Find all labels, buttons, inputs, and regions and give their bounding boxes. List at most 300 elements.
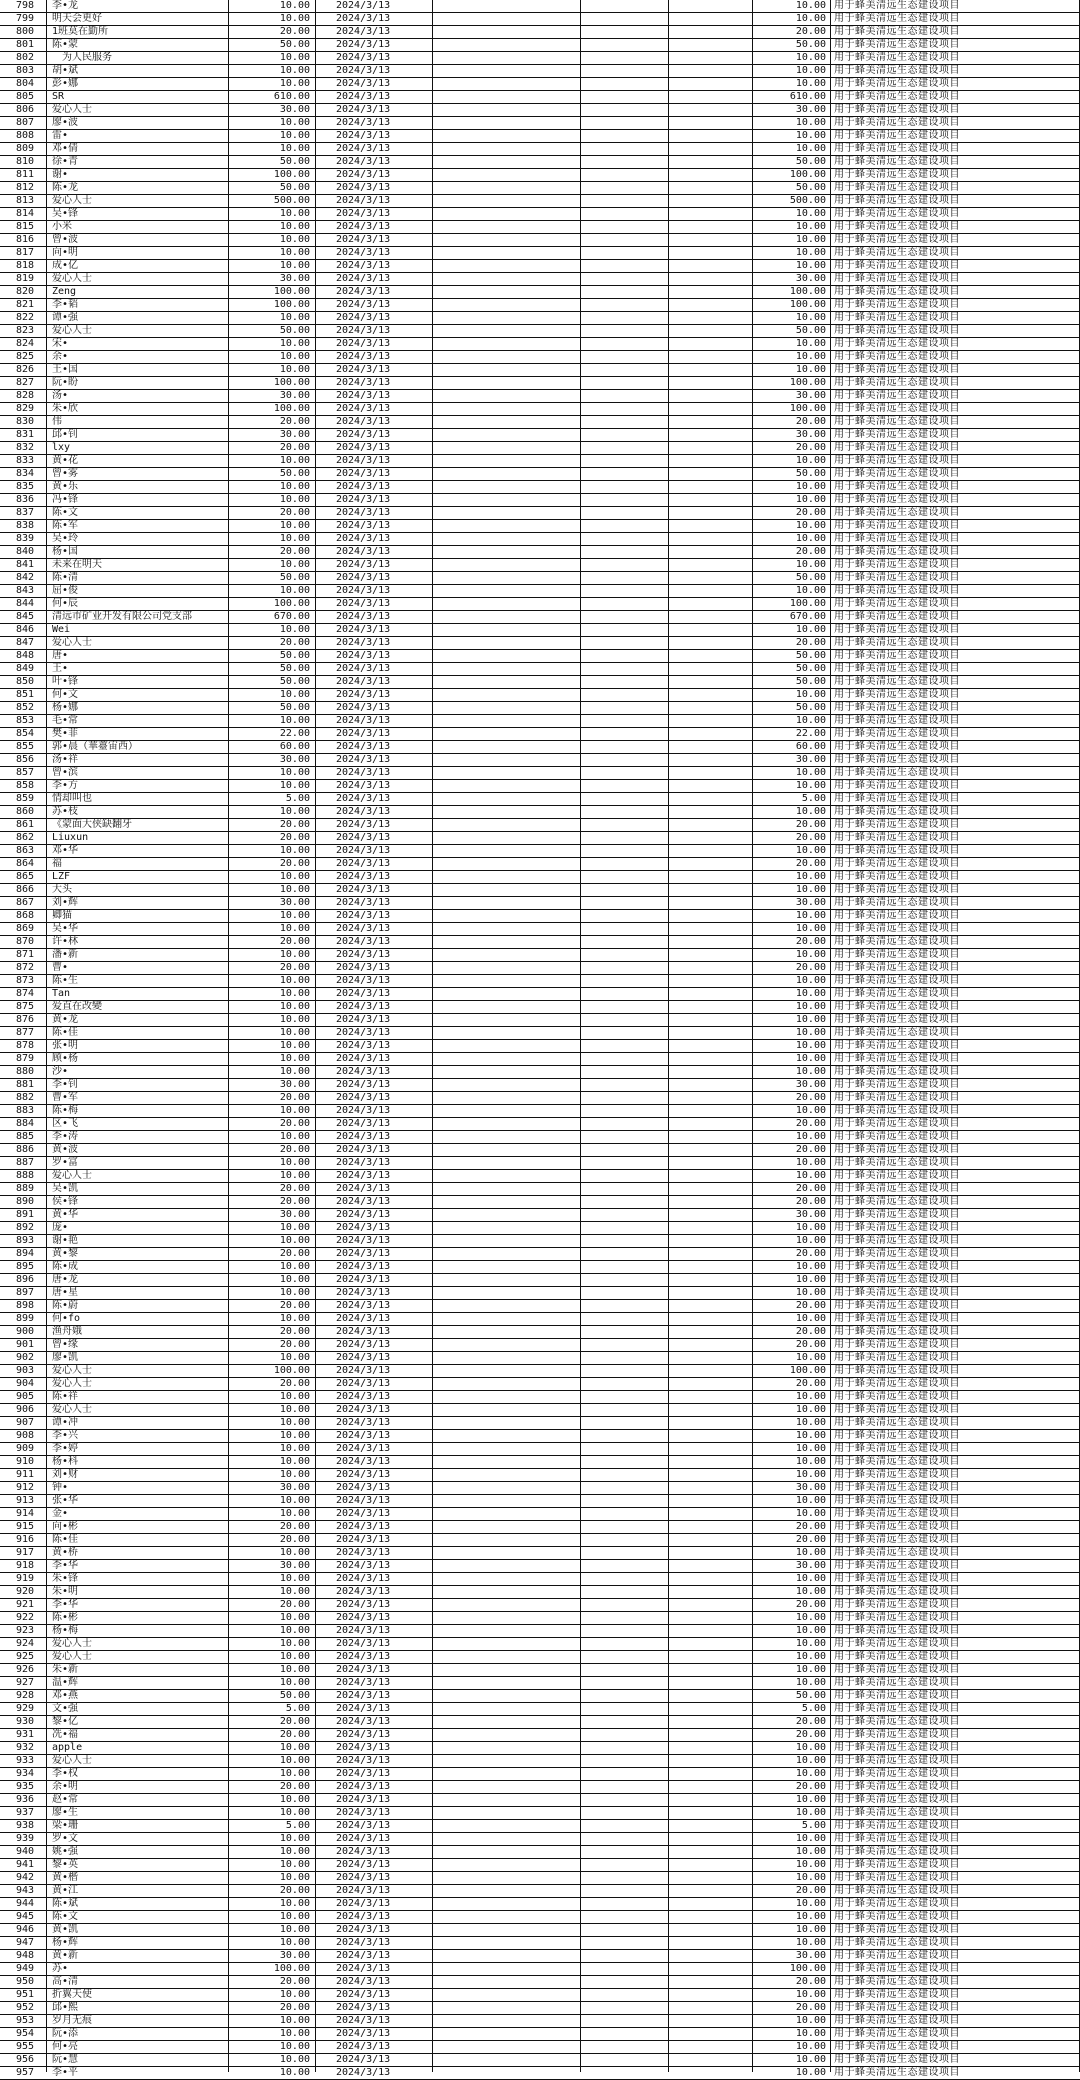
row-number: 805 xyxy=(16,91,35,102)
allocated-amount: 10.00 xyxy=(795,1235,826,1246)
donor-name: 邱•熙 xyxy=(52,2002,79,2013)
project-purpose: 用于蜂美清远生态建设项目 xyxy=(834,1352,960,1363)
project-purpose: 用于蜂美清远生态建设项目 xyxy=(834,1027,960,1038)
allocated-amount: 10.00 xyxy=(795,585,826,596)
allocated-amount: 10.00 xyxy=(795,1131,826,1142)
row-number: 942 xyxy=(16,1872,35,1883)
row-number: 882 xyxy=(16,1092,35,1103)
row-number: 817 xyxy=(16,247,35,258)
allocated-amount: 10.00 xyxy=(795,1417,826,1428)
row-number: 895 xyxy=(16,1261,35,1272)
donation-amount: 20.00 xyxy=(279,962,310,973)
donor-name: LZF xyxy=(52,871,71,882)
table-row xyxy=(0,2041,1080,2054)
project-purpose: 用于蜂美清远生态建设项目 xyxy=(834,1001,960,1012)
table-row xyxy=(0,1703,1080,1716)
project-purpose: 用于蜂美清远生态建设项目 xyxy=(834,1209,960,1220)
allocated-amount: 10.00 xyxy=(795,715,826,726)
table-row xyxy=(0,234,1080,247)
row-number: 888 xyxy=(16,1170,35,1181)
donation-amount: 10.00 xyxy=(279,1430,310,1441)
donation-date: 2024/3/13 xyxy=(336,1365,391,1376)
donation-date: 2024/3/13 xyxy=(336,2002,391,2013)
project-purpose: 用于蜂美清远生态建设项目 xyxy=(834,403,960,414)
row-number: 840 xyxy=(16,546,35,557)
donor-name: 岁月无痕 xyxy=(52,2015,92,2026)
table-row xyxy=(0,26,1080,39)
donor-name: 苏•枝 xyxy=(52,806,79,817)
donation-amount: 10.00 xyxy=(279,871,310,882)
project-purpose: 用于蜂美清远生态建设项目 xyxy=(834,338,960,349)
table-row xyxy=(0,1573,1080,1586)
donation-date: 2024/3/13 xyxy=(336,1196,391,1207)
donation-amount: 10.00 xyxy=(279,2054,310,2065)
project-purpose: 用于蜂美清远生态建设项目 xyxy=(834,806,960,817)
project-purpose: 用于蜂美清远生态建设项目 xyxy=(834,1833,960,1844)
allocated-amount: 20.00 xyxy=(795,26,826,37)
table-row xyxy=(0,1066,1080,1079)
donation-amount: 20.00 xyxy=(279,1339,310,1350)
donation-date: 2024/3/13 xyxy=(336,910,391,921)
donation-amount: 10.00 xyxy=(279,1157,310,1168)
donation-amount: 10.00 xyxy=(279,1833,310,1844)
allocated-amount: 10.00 xyxy=(795,2054,826,2065)
donation-date: 2024/3/13 xyxy=(336,1625,391,1636)
donor-name: 黎•亿 xyxy=(52,1716,79,1727)
donor-name: 曾•雾 xyxy=(52,468,79,479)
allocated-amount: 20.00 xyxy=(795,1534,826,1545)
donation-amount: 10.00 xyxy=(279,559,310,570)
donor-name: 罗•富 xyxy=(52,1157,79,1168)
donor-name: 何•辰 xyxy=(52,598,79,609)
donor-name: 爱心人士 xyxy=(52,1404,92,1415)
project-purpose: 用于蜂美清远生态建设项目 xyxy=(834,780,960,791)
donor-name: 樊•菲 xyxy=(52,728,79,739)
donation-date: 2024/3/13 xyxy=(336,741,391,752)
row-number: 911 xyxy=(16,1469,35,1480)
row-number: 913 xyxy=(16,1495,35,1506)
project-purpose: 用于蜂美清远生态建设项目 xyxy=(834,1703,960,1714)
allocated-amount: 30.00 xyxy=(795,1560,826,1571)
donation-date: 2024/3/13 xyxy=(336,416,391,427)
table-row xyxy=(0,728,1080,741)
table-row xyxy=(0,208,1080,221)
project-purpose: 用于蜂美清远生态建设项目 xyxy=(834,455,960,466)
donation-date: 2024/3/13 xyxy=(336,1859,391,1870)
donation-date: 2024/3/13 xyxy=(336,1950,391,1961)
donation-date: 2024/3/13 xyxy=(336,1066,391,1077)
row-number: 861 xyxy=(16,819,35,830)
donor-name: 顾•杨 xyxy=(52,1053,79,1064)
table-row xyxy=(0,910,1080,923)
donor-name: 成•亿 xyxy=(52,260,79,271)
table-row xyxy=(0,1716,1080,1729)
donation-amount: 100.00 xyxy=(273,286,310,297)
project-purpose: 用于蜂美清远生态建设项目 xyxy=(834,442,960,453)
donor-name: 阮•添 xyxy=(52,2028,79,2039)
donation-amount: 10.00 xyxy=(279,1937,310,1948)
project-purpose: 用于蜂美清远生态建设项目 xyxy=(834,598,960,609)
donor-name: 陈•军 xyxy=(52,520,79,531)
table-row xyxy=(0,1131,1080,1144)
donor-name: 陈•佳 xyxy=(52,1534,79,1545)
donation-date: 2024/3/13 xyxy=(336,676,391,687)
table-row xyxy=(0,871,1080,884)
row-number: 939 xyxy=(16,1833,35,1844)
project-purpose: 用于蜂美清远生态建设项目 xyxy=(834,1664,960,1675)
table-row xyxy=(0,260,1080,273)
allocated-amount: 10.00 xyxy=(795,117,826,128)
donation-amount: 10.00 xyxy=(279,1612,310,1623)
donation-amount: 10.00 xyxy=(279,923,310,934)
donation-amount: 20.00 xyxy=(279,416,310,427)
project-purpose: 用于蜂美清远生态建设项目 xyxy=(834,273,960,284)
donor-name: 陈•文 xyxy=(52,1911,79,1922)
row-number: 843 xyxy=(16,585,35,596)
donor-name: 李•兴 xyxy=(52,1430,79,1441)
donation-date: 2024/3/13 xyxy=(336,650,391,661)
row-number: 818 xyxy=(16,260,35,271)
donation-date: 2024/3/13 xyxy=(336,351,391,362)
row-number: 916 xyxy=(16,1534,35,1545)
row-number: 825 xyxy=(16,351,35,362)
donation-date: 2024/3/13 xyxy=(336,1443,391,1454)
donation-amount: 10.00 xyxy=(279,247,310,258)
donor-name: 吴•玲 xyxy=(52,533,79,544)
donation-date: 2024/3/13 xyxy=(336,663,391,674)
allocated-amount: 10.00 xyxy=(795,247,826,258)
row-number: 906 xyxy=(16,1404,35,1415)
donation-date: 2024/3/13 xyxy=(336,611,391,622)
allocated-amount: 10.00 xyxy=(795,1833,826,1844)
allocated-amount: 10.00 xyxy=(795,1612,826,1623)
donor-name: 曾•滨 xyxy=(52,767,79,778)
project-purpose: 用于蜂美清远生态建设项目 xyxy=(834,962,960,973)
row-number: 833 xyxy=(16,455,35,466)
row-number: 806 xyxy=(16,104,35,115)
donation-date: 2024/3/13 xyxy=(336,728,391,739)
donation-date: 2024/3/13 xyxy=(336,962,391,973)
donor-name: 梁•珊 xyxy=(52,1820,79,1831)
allocated-amount: 10.00 xyxy=(795,1066,826,1077)
allocated-amount: 10.00 xyxy=(795,78,826,89)
table-row xyxy=(0,377,1080,390)
donation-date: 2024/3/13 xyxy=(336,1638,391,1649)
row-number: 915 xyxy=(16,1521,35,1532)
table-row xyxy=(0,1898,1080,1911)
table-row xyxy=(0,1833,1080,1846)
table-row xyxy=(0,468,1080,481)
table-row xyxy=(0,1950,1080,1963)
row-number: 953 xyxy=(16,2015,35,2026)
donor-name: 杨•娜 xyxy=(52,702,79,713)
table-row xyxy=(0,1144,1080,1157)
row-number: 863 xyxy=(16,845,35,856)
donor-name: 潘•新 xyxy=(52,949,79,960)
donation-amount: 670.00 xyxy=(273,611,310,622)
donation-amount: 10.00 xyxy=(279,65,310,76)
donation-amount: 10.00 xyxy=(279,1859,310,1870)
table-row xyxy=(0,1170,1080,1183)
allocated-amount: 10.00 xyxy=(795,1547,826,1558)
donation-date: 2024/3/13 xyxy=(336,1118,391,1129)
donor-name: 吴•华 xyxy=(52,923,79,934)
row-number: 865 xyxy=(16,871,35,882)
allocated-amount: 10.00 xyxy=(795,1027,826,1038)
allocated-amount: 10.00 xyxy=(795,884,826,895)
project-purpose: 用于蜂美清远生态建设项目 xyxy=(834,143,960,154)
donor-name: 爱心人士 xyxy=(52,1170,92,1181)
donation-amount: 10.00 xyxy=(279,1287,310,1298)
donation-date: 2024/3/13 xyxy=(336,195,391,206)
allocated-amount: 10.00 xyxy=(795,0,826,11)
donation-amount: 5.00 xyxy=(285,1820,310,1831)
donation-date: 2024/3/13 xyxy=(336,1781,391,1792)
table-row xyxy=(0,1872,1080,1885)
donor-name: 李•华 xyxy=(52,1560,79,1571)
table-row xyxy=(0,364,1080,377)
table-row xyxy=(0,1027,1080,1040)
donor-name: 李•钊 xyxy=(52,1079,79,1090)
donor-name: 朱•欣 xyxy=(52,403,79,414)
donation-date: 2024/3/13 xyxy=(336,897,391,908)
project-purpose: 用于蜂美清远生态建设项目 xyxy=(834,208,960,219)
row-number: 807 xyxy=(16,117,35,128)
allocated-amount: 10.00 xyxy=(795,1508,826,1519)
allocated-amount: 100.00 xyxy=(789,286,826,297)
project-purpose: 用于蜂美清远生态建设项目 xyxy=(834,13,960,24)
project-purpose: 用于蜂美清远生态建设项目 xyxy=(834,429,960,440)
donor-name: 卿猫 xyxy=(52,910,72,921)
project-purpose: 用于蜂美清远生态建设项目 xyxy=(834,1443,960,1454)
row-number: 850 xyxy=(16,676,35,687)
table-row xyxy=(0,832,1080,845)
project-purpose: 用于蜂美清远生态建设项目 xyxy=(834,2002,960,2013)
donation-date: 2024/3/13 xyxy=(336,1352,391,1363)
donation-date: 2024/3/13 xyxy=(336,1287,391,1298)
row-number: 826 xyxy=(16,364,35,375)
allocated-amount: 30.00 xyxy=(795,754,826,765)
table-row xyxy=(0,130,1080,143)
donation-amount: 100.00 xyxy=(273,403,310,414)
donation-amount: 30.00 xyxy=(279,390,310,401)
table-row xyxy=(0,1690,1080,1703)
table-row xyxy=(0,325,1080,338)
donation-date: 2024/3/13 xyxy=(336,78,391,89)
row-number: 884 xyxy=(16,1118,35,1129)
project-purpose: 用于蜂美清远生态建设项目 xyxy=(834,1586,960,1597)
donation-date: 2024/3/13 xyxy=(336,52,391,63)
donor-name: 曾•波 xyxy=(52,234,79,245)
project-purpose: 用于蜂美清远生态建设项目 xyxy=(834,1430,960,1441)
donation-date: 2024/3/13 xyxy=(336,754,391,765)
donor-name: 姚•强 xyxy=(52,1846,79,1857)
donation-amount: 10.00 xyxy=(279,234,310,245)
allocated-amount: 20.00 xyxy=(795,832,826,843)
donation-amount: 10.00 xyxy=(279,1846,310,1857)
donation-amount: 50.00 xyxy=(279,650,310,661)
row-number: 910 xyxy=(16,1456,35,1467)
donation-date: 2024/3/13 xyxy=(336,169,391,180)
donation-date: 2024/3/13 xyxy=(336,0,391,11)
donor-name: 冼•福 xyxy=(52,1729,79,1740)
donor-name: 邓•倩 xyxy=(52,143,79,154)
allocated-amount: 500.00 xyxy=(789,195,826,206)
row-number: 838 xyxy=(16,520,35,531)
donor-name: 爱心人士 xyxy=(52,325,92,336)
project-purpose: 用于蜂美清远生态建设项目 xyxy=(834,377,960,388)
donation-amount: 20.00 xyxy=(279,858,310,869)
table-row xyxy=(0,455,1080,468)
row-number: 926 xyxy=(16,1664,35,1675)
donor-name: 赵•常 xyxy=(52,1794,79,1805)
project-purpose: 用于蜂美清远生态建设项目 xyxy=(834,1417,960,1428)
donation-amount: 10.00 xyxy=(279,884,310,895)
donation-amount: 10.00 xyxy=(279,949,310,960)
project-purpose: 用于蜂美清远生态建设项目 xyxy=(834,663,960,674)
donor-name: 黄•楷 xyxy=(52,1872,79,1883)
table-row xyxy=(0,1352,1080,1365)
donation-amount: 50.00 xyxy=(279,182,310,193)
row-number: 847 xyxy=(16,637,35,648)
project-purpose: 用于蜂美清远生态建设项目 xyxy=(834,1313,960,1324)
donor-name: SR xyxy=(52,91,65,102)
donation-date: 2024/3/13 xyxy=(336,507,391,518)
row-number: 800 xyxy=(16,26,35,37)
project-purpose: 用于蜂美清远生态建设项目 xyxy=(834,1170,960,1181)
table-row xyxy=(0,104,1080,117)
project-purpose: 用于蜂美清远生态建设项目 xyxy=(834,1014,960,1025)
row-number: 880 xyxy=(16,1066,35,1077)
donation-date: 2024/3/13 xyxy=(336,1833,391,1844)
row-number: 901 xyxy=(16,1339,35,1350)
donor-name: 朱•锋 xyxy=(52,1573,79,1584)
donation-date: 2024/3/13 xyxy=(336,845,391,856)
donation-date: 2024/3/13 xyxy=(336,1547,391,1558)
project-purpose: 用于蜂美清远生态建设项目 xyxy=(834,767,960,778)
table-row xyxy=(0,1079,1080,1092)
donor-name: 吴•凯 xyxy=(52,1183,79,1194)
project-purpose: 用于蜂美清远生态建设项目 xyxy=(834,1196,960,1207)
donation-amount: 22.00 xyxy=(279,728,310,739)
project-purpose: 用于蜂美清远生态建设项目 xyxy=(834,559,960,570)
donation-amount: 10.00 xyxy=(279,1001,310,1012)
donation-date: 2024/3/13 xyxy=(336,1131,391,1142)
donation-amount: 20.00 xyxy=(279,1378,310,1389)
donor-name: 张•明 xyxy=(52,1040,79,1051)
table-row xyxy=(0,923,1080,936)
donation-date: 2024/3/13 xyxy=(336,260,391,271)
row-number: 898 xyxy=(16,1300,35,1311)
donation-amount: 30.00 xyxy=(279,1079,310,1090)
table-row xyxy=(0,2067,1080,2080)
allocated-amount: 10.00 xyxy=(795,624,826,635)
allocated-amount: 10.00 xyxy=(795,1404,826,1415)
allocated-amount: 50.00 xyxy=(795,182,826,193)
donor-name: 黄•龙 xyxy=(52,1014,79,1025)
allocated-amount: 22.00 xyxy=(795,728,826,739)
project-purpose: 用于蜂美清远生态建设项目 xyxy=(834,0,960,11)
project-purpose: 用于蜂美清远生态建设项目 xyxy=(834,1612,960,1623)
allocated-amount: 10.00 xyxy=(795,1573,826,1584)
donation-amount: 10.00 xyxy=(279,1131,310,1142)
donor-name: 爱心人士 xyxy=(52,637,92,648)
donor-name: 黄•凯 xyxy=(52,1924,79,1935)
donation-amount: 10.00 xyxy=(279,338,310,349)
donor-name: 爱心人士 xyxy=(52,1378,92,1389)
row-number: 853 xyxy=(16,715,35,726)
table-row xyxy=(0,312,1080,325)
donor-name: 陈•祥 xyxy=(52,1391,79,1402)
row-number: 808 xyxy=(16,130,35,141)
row-number: 851 xyxy=(16,689,35,700)
row-number: 868 xyxy=(16,910,35,921)
project-purpose: 用于蜂美清远生态建设项目 xyxy=(834,2028,960,2039)
allocated-amount: 10.00 xyxy=(795,234,826,245)
donor-name: 陈•生 xyxy=(52,975,79,986)
project-purpose: 用于蜂美清远生态建设项目 xyxy=(834,1326,960,1337)
row-number: 896 xyxy=(16,1274,35,1285)
project-purpose: 用于蜂美清远生态建设项目 xyxy=(834,871,960,882)
donor-name: 黄•波 xyxy=(52,1144,79,1155)
project-purpose: 用于蜂美清远生态建设项目 xyxy=(834,1378,960,1389)
donation-amount: 20.00 xyxy=(279,819,310,830)
row-number: 798 xyxy=(16,0,35,11)
donor-name: 雷• xyxy=(52,130,69,141)
project-purpose: 用于蜂美清远生态建设项目 xyxy=(834,910,960,921)
donation-amount: 10.00 xyxy=(279,2067,310,2078)
allocated-amount: 10.00 xyxy=(795,1222,826,1233)
donation-amount: 10.00 xyxy=(279,1573,310,1584)
project-purpose: 用于蜂美清远生态建设项目 xyxy=(834,195,960,206)
donation-date: 2024/3/13 xyxy=(336,403,391,414)
allocated-amount: 10.00 xyxy=(795,130,826,141)
donor-name: 汤• xyxy=(52,390,69,401)
row-number: 881 xyxy=(16,1079,35,1090)
table-row xyxy=(0,1209,1080,1222)
allocated-amount: 10.00 xyxy=(795,1638,826,1649)
allocated-amount: 10.00 xyxy=(795,520,826,531)
row-number: 872 xyxy=(16,962,35,973)
allocated-amount: 10.00 xyxy=(795,1846,826,1857)
allocated-amount: 20.00 xyxy=(795,1976,826,1987)
table-row xyxy=(0,351,1080,364)
allocated-amount: 10.00 xyxy=(795,1911,826,1922)
allocated-amount: 20.00 xyxy=(795,1092,826,1103)
donation-amount: 10.00 xyxy=(279,1638,310,1649)
project-purpose: 用于蜂美清远生态建设项目 xyxy=(834,741,960,752)
donor-name: 唐• xyxy=(52,650,69,661)
project-purpose: 用于蜂美清远生态建设项目 xyxy=(834,1898,960,1909)
row-number: 932 xyxy=(16,1742,35,1753)
row-number: 885 xyxy=(16,1131,35,1142)
donation-date: 2024/3/13 xyxy=(336,1001,391,1012)
allocated-amount: 10.00 xyxy=(795,1014,826,1025)
row-number: 834 xyxy=(16,468,35,479)
row-number: 842 xyxy=(16,572,35,583)
allocated-amount: 100.00 xyxy=(789,377,826,388)
table-row xyxy=(0,1274,1080,1287)
project-purpose: 用于蜂美清远生态建设项目 xyxy=(834,1131,960,1142)
donor-name: 清远市矿业开发有限公司党支部 xyxy=(52,611,192,622)
donation-date: 2024/3/13 xyxy=(336,1378,391,1389)
project-purpose: 用于蜂美清远生态建设项目 xyxy=(834,858,960,869)
donation-amount: 20.00 xyxy=(279,1326,310,1337)
donor-name: 钟• xyxy=(52,1482,69,1493)
donation-amount: 500.00 xyxy=(273,195,310,206)
row-number: 883 xyxy=(16,1105,35,1116)
donation-date: 2024/3/13 xyxy=(336,117,391,128)
